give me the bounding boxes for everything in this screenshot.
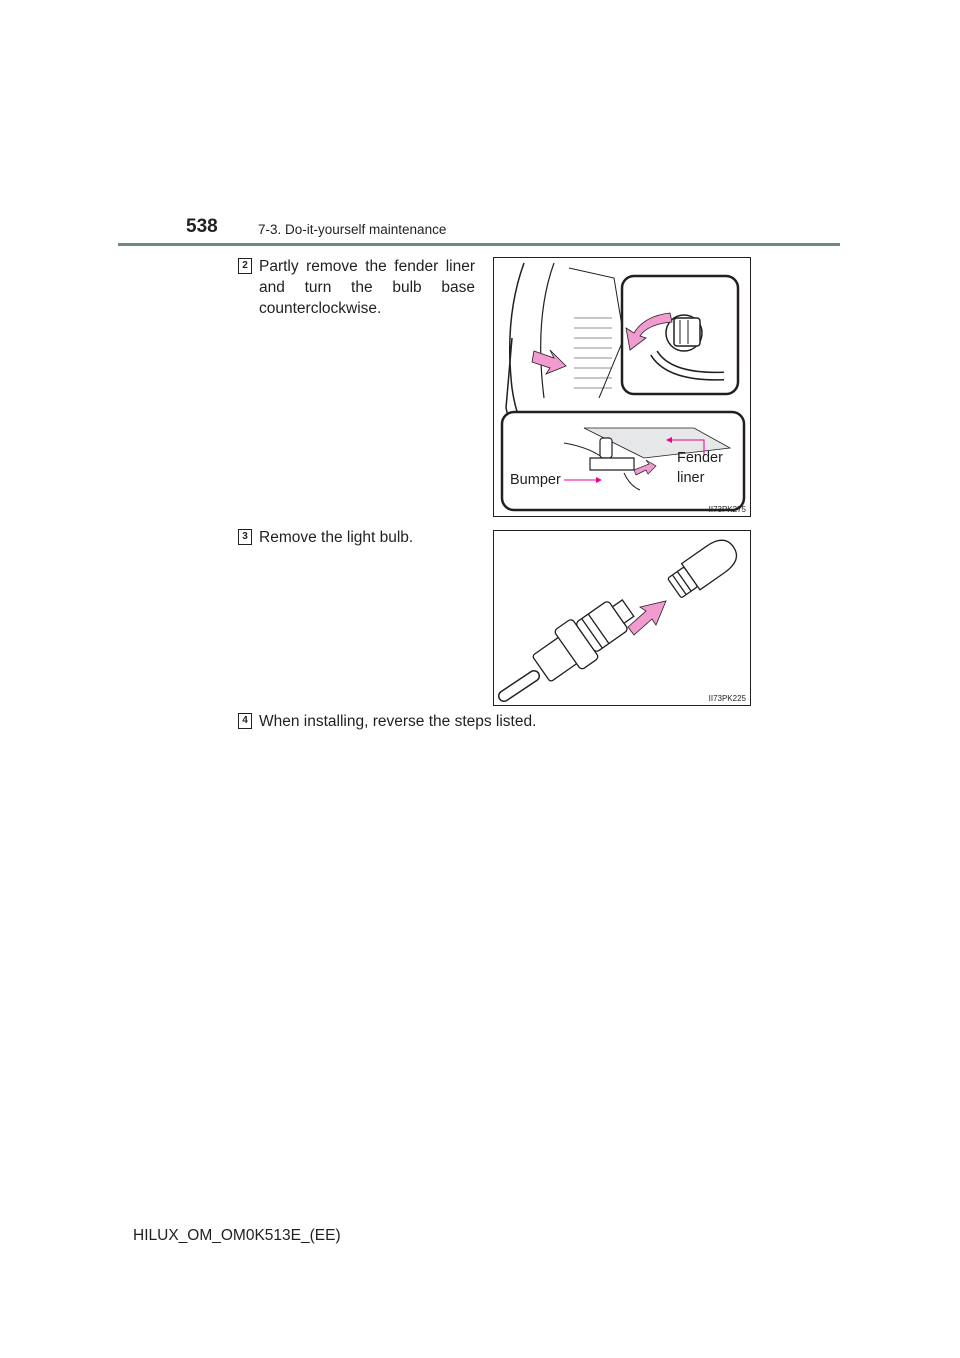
bulb-removal-illustration <box>494 531 750 705</box>
step-4-badge: 4 <box>238 713 252 729</box>
figure-remove-bulb <box>493 530 751 706</box>
fender-liner-label: Fender liner <box>677 450 723 486</box>
section-title: 7-3. Do-it-yourself maintenance <box>258 222 447 237</box>
step-3-badge: 3 <box>238 529 252 545</box>
push-arrow-icon <box>532 350 566 374</box>
step-4-text: When installing, reverse the steps listed. <box>259 713 537 730</box>
figure-2-code: II73PK225 <box>708 694 746 703</box>
pull-arrow-icon <box>628 601 666 635</box>
footer-doc-id: HILUX_OM_OM0K513E_(EE) <box>133 1227 341 1244</box>
header-rule <box>118 243 840 246</box>
figure-fender-liner <box>493 257 751 517</box>
step-3-text: Remove the light bulb. <box>259 529 414 546</box>
step-2-text: Partly remove the fender liner and turn the bulb base counterclockwise. <box>259 258 475 317</box>
page-number: 538 <box>186 216 218 237</box>
step-2-badge: 2 <box>238 258 252 274</box>
bumper-label: Bumper <box>510 472 561 488</box>
figure-1-code: II73PK275 <box>708 505 746 514</box>
light-bulb-icon <box>665 534 742 602</box>
